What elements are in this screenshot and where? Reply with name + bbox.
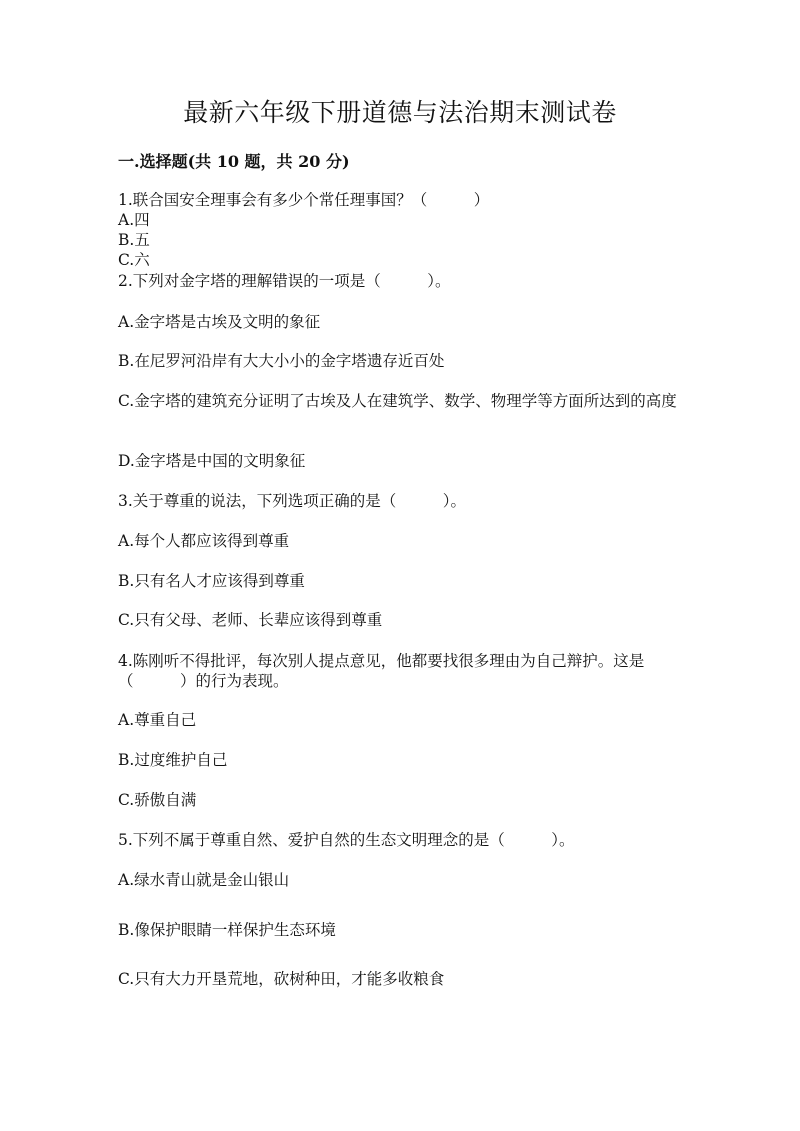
question-2-option-a: A.金字塔是古埃及文明的象征 — [118, 313, 321, 331]
question-2-option-c: C.金字塔的建筑充分证明了古埃及人在建筑学、数学、物理学等方面所达到的高度 — [118, 392, 677, 410]
question-4-option-c: C.骄傲自满 — [118, 791, 197, 809]
question-1-option-b: B.五 — [118, 231, 150, 249]
question-3-option-a: A.每个人都应该得到尊重 — [118, 532, 290, 550]
question-4-option-b: B.过度维护自己 — [118, 751, 228, 769]
question-4-option-a: A.尊重自己 — [118, 711, 197, 729]
question-2-option-b: B.在尼罗河沿岸有大大小小的金字塔遗存近百处 — [118, 352, 445, 370]
question-4-stem: 4.陈刚听不得批评，每次别人提点意见，他都要找很多理由为自己辩护。这是（ ）的行为表现。 — [118, 652, 645, 690]
question-2-stem: 2.下列对金字塔的理解错误的一项是（ ）。 — [118, 272, 451, 290]
question-2-option-d: D.金字塔是中国的文明象征 — [118, 452, 306, 470]
question-5-option-c: C.只有大力开垦荒地，砍树种田，才能多收粮食 — [118, 970, 445, 988]
question-5-option-a: A.绿水青山就是金山银山 — [118, 871, 290, 889]
question-1-stem: 1.联合国安全理事会有多少个常任理事国？（ ） — [118, 191, 490, 209]
question-5-option-b: B.像保护眼睛一样保护生态环境 — [118, 921, 336, 939]
question-1-option-c: C.六 — [118, 251, 150, 269]
question-5-stem: 5.下列不属于尊重自然、爱护自然的生态文明理念的是（ ）。 — [118, 831, 575, 849]
question-3-stem: 3.关于尊重的说法，下列选项正确的是（ ）。 — [118, 492, 467, 510]
section-heading: 一.选择题(共 10 题，共 20 分) — [118, 152, 350, 171]
question-3-option-c: C.只有父母、老师、长辈应该得到尊重 — [118, 611, 383, 629]
question-1-option-a: A.四 — [118, 211, 150, 229]
question-3-option-b: B.只有名人才应该得到尊重 — [118, 572, 305, 590]
page-title: 最新六年级下册道德与法治期末测试卷 — [183, 98, 617, 127]
